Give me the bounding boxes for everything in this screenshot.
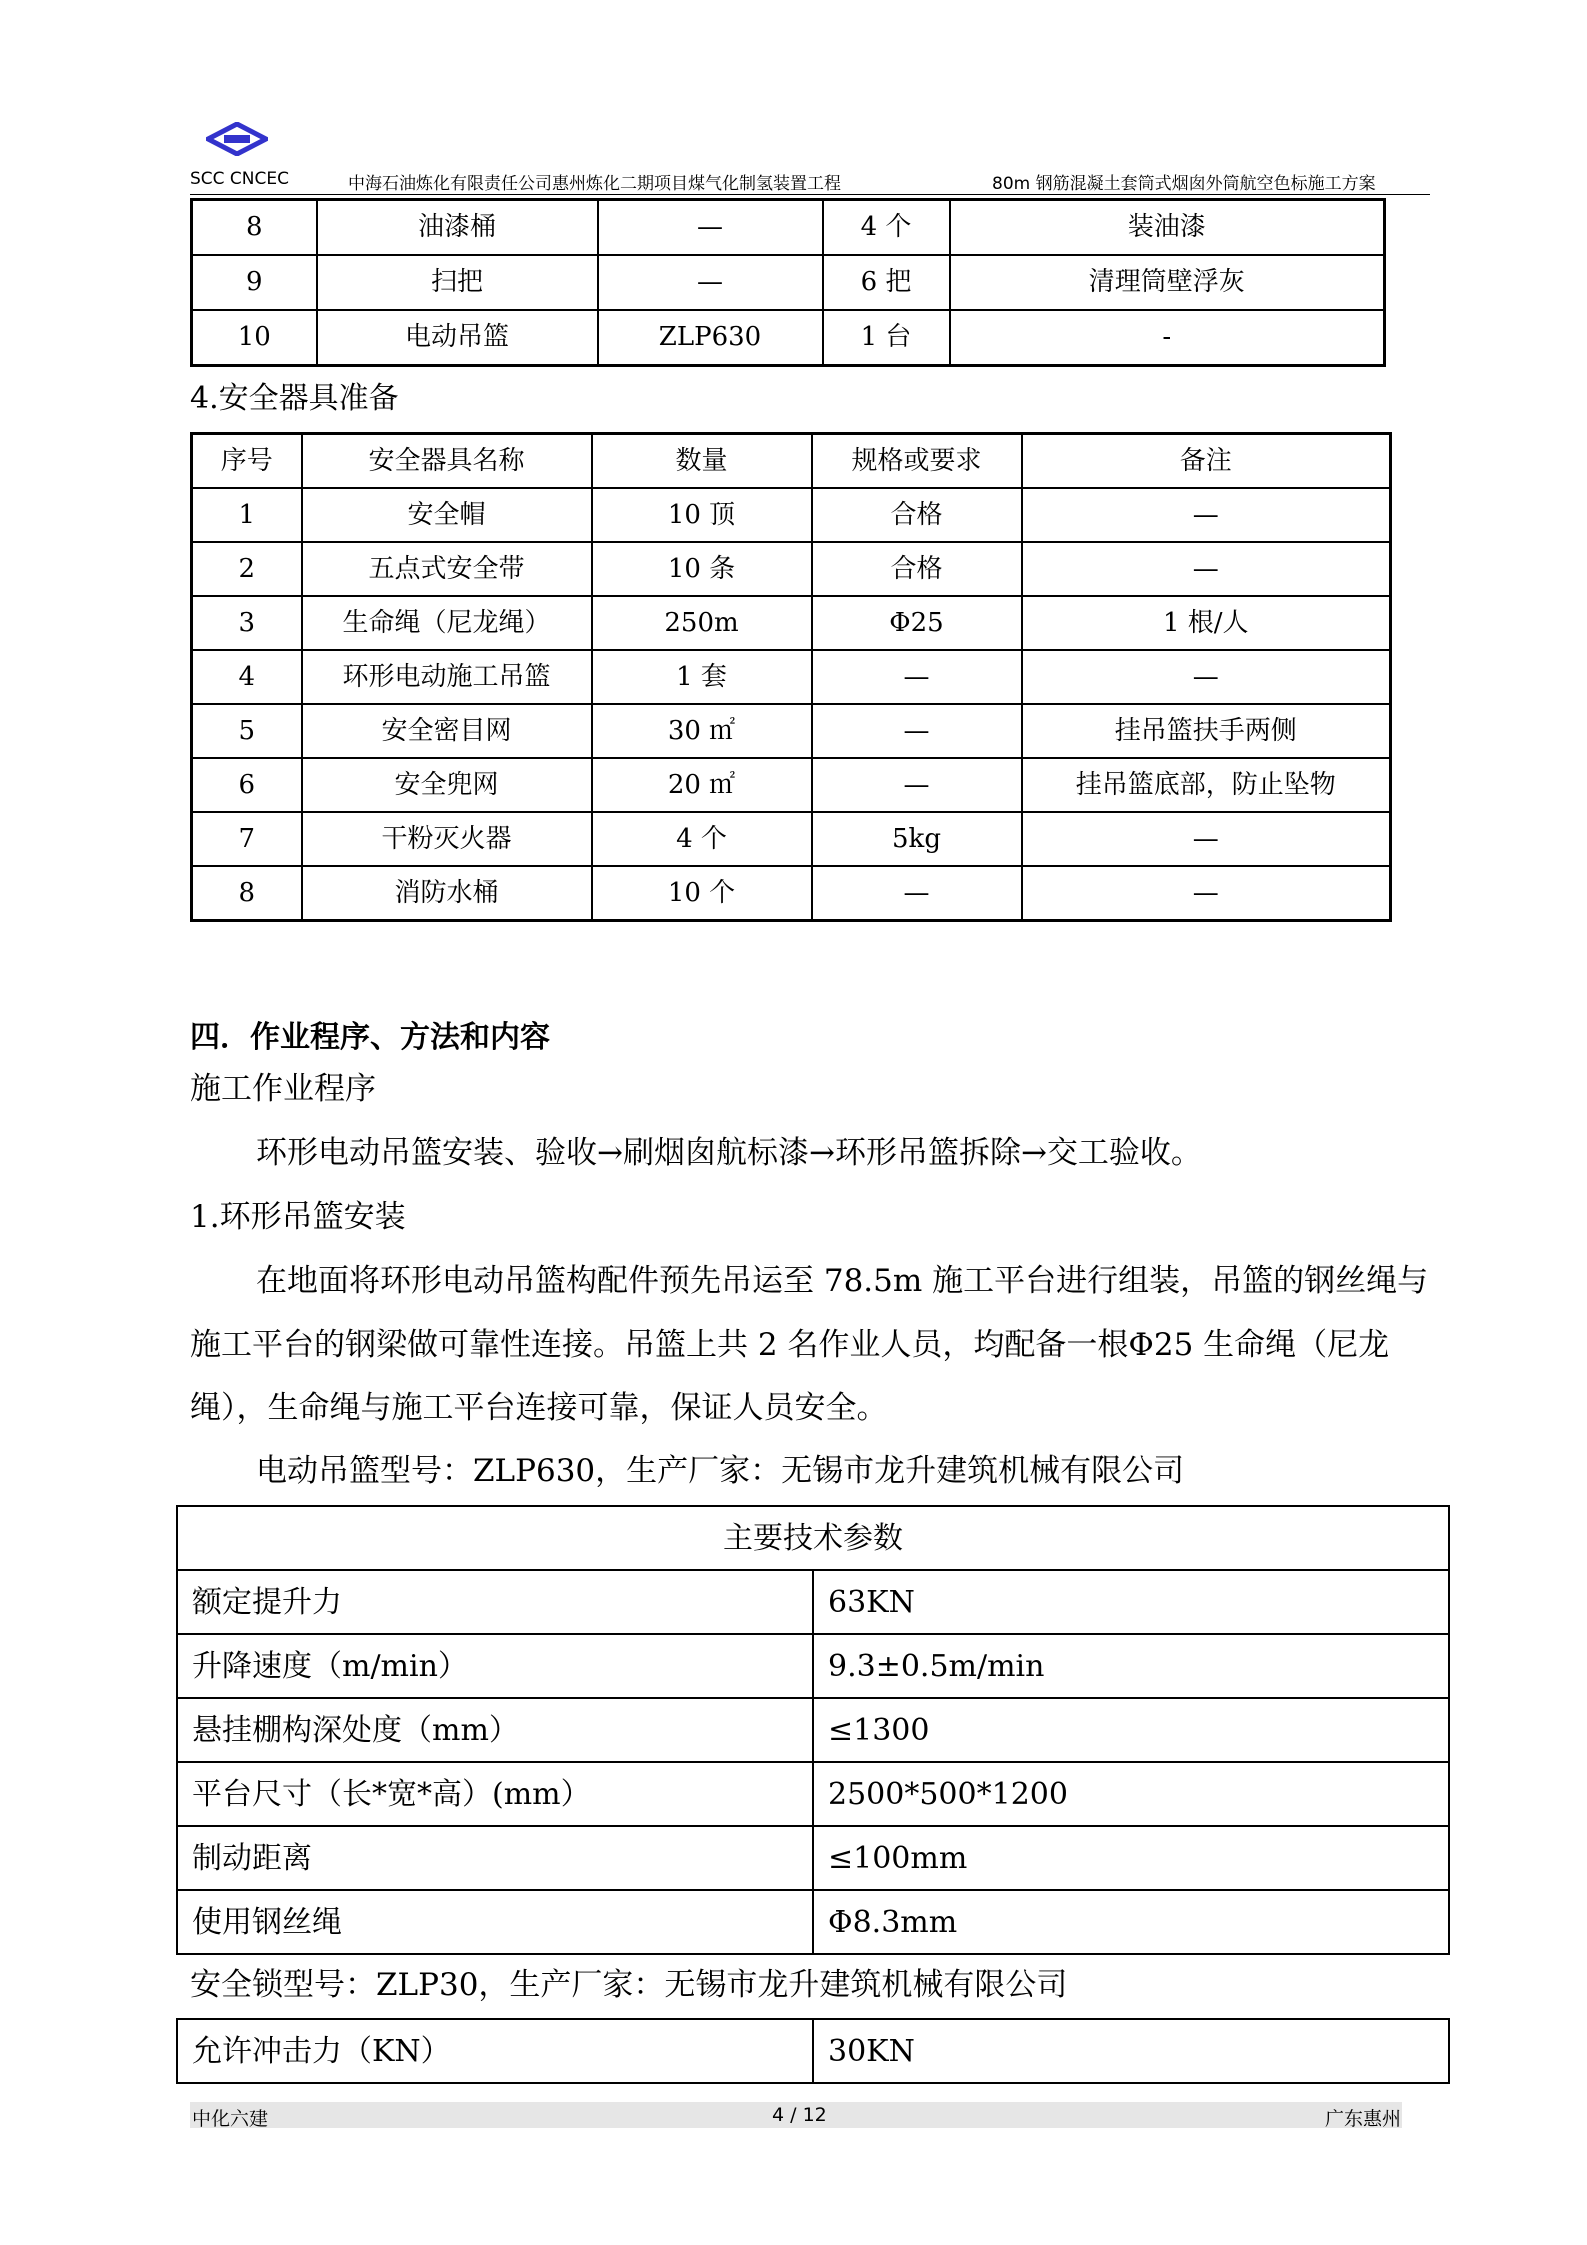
cell-note: — xyxy=(1022,488,1391,542)
cell-param: 额定提升力 xyxy=(177,1570,813,1634)
cell-value: ≤100mm xyxy=(813,1826,1449,1890)
table-header-row xyxy=(192,434,1391,489)
cell-param: 制动距离 xyxy=(177,1826,813,1890)
cell-spec: 5kg xyxy=(812,812,1022,866)
cell-name: 环形电动施工吊篮 xyxy=(302,650,592,704)
cell-param: 使用钢丝绳 xyxy=(177,1890,813,1954)
cell-note: — xyxy=(1022,650,1391,704)
cell-name: 电动吊篮 xyxy=(317,310,598,366)
cell-spec: — xyxy=(812,650,1022,704)
table-row xyxy=(177,1890,1449,1954)
cell-value: 2500*500*1200 xyxy=(813,1762,1449,1826)
install-paragraph-line: 绳），生命绳与施工平台连接可靠，保证人员安全。 xyxy=(190,1390,888,1426)
cell-qty: 1 套 xyxy=(592,650,812,704)
cell-name: 消防水桶 xyxy=(302,866,592,921)
install-paragraph-line: 在地面将环形电动吊篮构配件预先吊运至 78.5m 施工平台进行组装，吊篮的钢丝绳与 xyxy=(256,1263,1429,1299)
tools-table xyxy=(190,198,1386,367)
model-line: 电动吊篮型号：ZLP630，生产厂家：无锡市龙升建筑机械有限公司 xyxy=(256,1453,1185,1489)
table-row xyxy=(192,542,1391,596)
cell-name: 安全兜网 xyxy=(302,758,592,812)
cell-value: 63KN xyxy=(813,1570,1449,1634)
table-row xyxy=(177,1762,1449,1826)
cell-qty: 4 个 xyxy=(823,200,950,256)
scc-cncec-logo-icon xyxy=(206,122,268,156)
cell-no: 9 xyxy=(192,255,317,310)
cell-qty: 1 台 xyxy=(823,310,950,366)
section-subheading: 施工作业程序 xyxy=(190,1071,376,1107)
safety-lock-table xyxy=(176,2018,1450,2084)
cell-no: 5 xyxy=(192,704,302,758)
cell-qty: 10 个 xyxy=(592,866,812,921)
table-row xyxy=(177,1570,1449,1634)
header-doc-title: 80m 钢筋混凝土套筒式烟囱外筒航空色标施工方案 xyxy=(992,174,1376,194)
table-row xyxy=(192,866,1391,921)
cell-qty: 30 ㎡ xyxy=(592,704,812,758)
cell-spec: 合格 xyxy=(812,488,1022,542)
header-rule xyxy=(190,194,1430,195)
table-row xyxy=(192,758,1391,812)
cell-name: 安全密目网 xyxy=(302,704,592,758)
cell-spec: — xyxy=(598,255,823,310)
table-row xyxy=(192,596,1391,650)
table-row xyxy=(177,1826,1449,1890)
cell-no: 10 xyxy=(192,310,317,366)
cell-spec: — xyxy=(812,704,1022,758)
cell-no: 3 xyxy=(192,596,302,650)
header-name: 安全器具名称 xyxy=(302,434,592,489)
cell-no: 7 xyxy=(192,812,302,866)
table-row xyxy=(177,1698,1449,1762)
install-paragraph-line: 施工平台的钢梁做可靠性连接。吊篮上共 2 名作业人员，均配备一根Φ25 生命绳（尼龙 xyxy=(190,1327,1390,1363)
cell-spec: Φ25 xyxy=(812,596,1022,650)
header-project-name: 中海石油炼化有限责任公司惠州炼化二期项目煤气化制氢装置工程 xyxy=(348,174,841,194)
cell-param: 允许冲击力（KN） xyxy=(177,2019,813,2083)
header-no: 序号 xyxy=(192,434,302,489)
section-heading: 四．作业程序、方法和内容 xyxy=(190,1020,550,1055)
cell-note: 1 根/人 xyxy=(1022,596,1391,650)
cell-spec: — xyxy=(812,866,1022,921)
cell-note: 挂吊篮扶手两侧 xyxy=(1022,704,1391,758)
cell-param: 平台尺寸（长*宽*高）(mm） xyxy=(177,1762,813,1826)
cell-name: 安全帽 xyxy=(302,488,592,542)
cell-no: 1 xyxy=(192,488,302,542)
cell-no: 6 xyxy=(192,758,302,812)
header-qty: 数量 xyxy=(592,434,812,489)
safety-section-title: 4.安全器具准备 xyxy=(190,381,399,416)
footer-company: 中化六建 xyxy=(192,2108,269,2130)
table-row xyxy=(192,650,1391,704)
cell-name: 干粉灭火器 xyxy=(302,812,592,866)
cell-name: 油漆桶 xyxy=(317,200,598,256)
cell-qty: 250m xyxy=(592,596,812,650)
header-company-abbr: SCC CNCEC xyxy=(190,169,290,189)
table-row xyxy=(192,200,1385,256)
cell-qty: 6 把 xyxy=(823,255,950,310)
cell-note: 挂吊篮底部，防止坠物 xyxy=(1022,758,1391,812)
table-row xyxy=(192,255,1385,310)
cell-note: - xyxy=(950,310,1385,366)
cell-note: — xyxy=(1022,542,1391,596)
install-title: 1.环形吊篮安装 xyxy=(190,1199,406,1235)
process-flow-text: 环形电动吊篮安装、验收→刷烟囱航标漆→环形吊篮拆除→交工验收。 xyxy=(256,1135,1202,1171)
table-row xyxy=(192,704,1391,758)
table-row xyxy=(192,812,1391,866)
table-title-row xyxy=(177,1506,1449,1570)
cell-qty: 10 顶 xyxy=(592,488,812,542)
cell-spec: ZLP630 xyxy=(598,310,823,366)
footer-location: 广东惠州 xyxy=(1325,2108,1402,2130)
cell-value: 9.3±0.5m/min xyxy=(813,1634,1449,1698)
safety-lock-line: 安全锁型号：ZLP30，生产厂家：无锡市龙升建筑机械有限公司 xyxy=(190,1967,1068,2003)
cell-note: — xyxy=(1022,866,1391,921)
cell-param: 悬挂棚构深处度（mm） xyxy=(177,1698,813,1762)
tech-params-title: 主要技术参数 xyxy=(177,1506,1449,1570)
table-row xyxy=(192,488,1391,542)
table-row xyxy=(192,310,1385,366)
cell-name: 扫把 xyxy=(317,255,598,310)
cell-note: 清理筒壁浮灰 xyxy=(950,255,1385,310)
cell-note: — xyxy=(1022,812,1391,866)
cell-param: 升降速度（m/min） xyxy=(177,1634,813,1698)
footer-page-number: 4 / 12 xyxy=(772,2104,827,2126)
safety-equipment-table xyxy=(190,432,1392,922)
cell-no: 8 xyxy=(192,866,302,921)
cell-value: 30KN xyxy=(813,2019,1449,2083)
cell-note: 装油漆 xyxy=(950,200,1385,256)
cell-qty: 10 条 xyxy=(592,542,812,596)
cell-no: 2 xyxy=(192,542,302,596)
table-row xyxy=(177,1634,1449,1698)
cell-no: 4 xyxy=(192,650,302,704)
header-note: 备注 xyxy=(1022,434,1391,489)
cell-qty: 20 ㎡ xyxy=(592,758,812,812)
cell-no: 8 xyxy=(192,200,317,256)
header-spec: 规格或要求 xyxy=(812,434,1022,489)
cell-name: 五点式安全带 xyxy=(302,542,592,596)
cell-value: Φ8.3mm xyxy=(813,1890,1449,1954)
tech-params-table xyxy=(176,1505,1450,1955)
cell-name: 生命绳（尼龙绳） xyxy=(302,596,592,650)
cell-qty: 4 个 xyxy=(592,812,812,866)
cell-spec: 合格 xyxy=(812,542,1022,596)
cell-value: ≤1300 xyxy=(813,1698,1449,1762)
cell-spec: — xyxy=(812,758,1022,812)
table-row xyxy=(177,2019,1449,2083)
cell-spec: — xyxy=(598,200,823,256)
